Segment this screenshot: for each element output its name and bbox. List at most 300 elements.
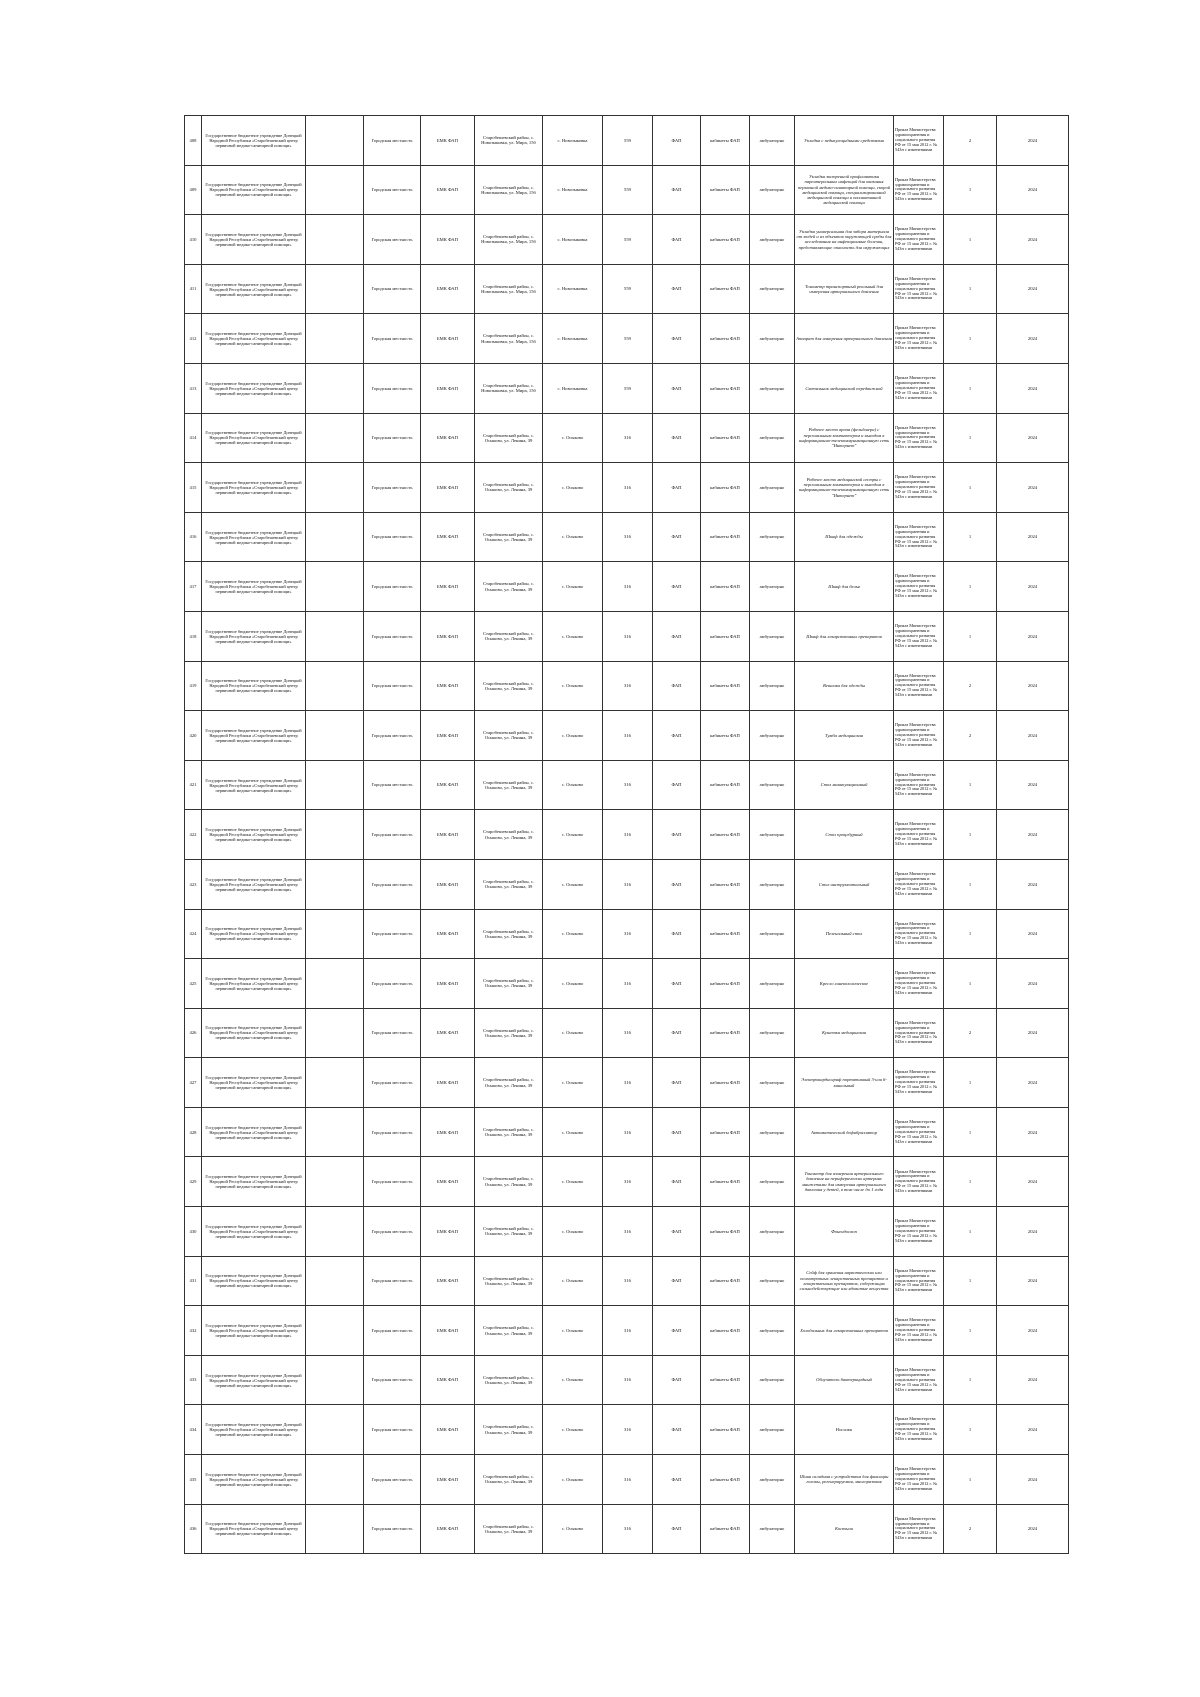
locality-type-cell: Городская местность	[364, 1008, 421, 1058]
population-cell: 316	[603, 909, 653, 959]
facility-type-cell: ФАП	[653, 562, 701, 612]
room-cell: кабинеты ФАП	[701, 512, 750, 562]
service-cell: амбулаторно	[750, 116, 795, 166]
quantity-cell: 2	[944, 711, 997, 761]
row-number: 430	[185, 1207, 202, 1257]
empty-cell	[306, 264, 364, 314]
locality-type-cell: Городская местность	[364, 1455, 421, 1505]
unit-cell: БМК ФАП	[421, 859, 475, 909]
row-number: 411	[185, 264, 202, 314]
village-cell: с. Осыково	[543, 1355, 603, 1405]
organization-cell: Государственное бюджетное учреждение Донецкой Народной Республики «Старобешевский центр первичной медико-санитарной помощи»	[202, 264, 306, 314]
empty-cell	[306, 314, 364, 364]
basis-cell: Приказ Министерства здравоохранения и социального развития РФ от 15 мая 2012 г. № 543н с изменениями	[894, 512, 944, 562]
basis-cell: Приказ Министерства здравоохранения и социального развития РФ от 15 мая 2012 г. № 543н с изменениями	[894, 165, 944, 215]
village-cell: с. Осыково	[543, 1107, 603, 1157]
organization-cell: Государственное бюджетное учреждение Донецкой Народной Республики «Старобешевский центр первичной медико-санитарной помощи»	[202, 1107, 306, 1157]
quantity-cell: 1	[944, 363, 997, 413]
table-row	[185, 810, 1069, 860]
locality-type-cell: Городская местность	[364, 1256, 421, 1306]
row-number: 414	[185, 413, 202, 463]
quantity-cell: 1	[944, 760, 997, 810]
year-cell: 2024	[997, 1207, 1069, 1257]
row-number: 423	[185, 859, 202, 909]
basis-cell: Приказ Министерства здравоохранения и социального развития РФ от 15 мая 2012 г. № 543н с изменениями	[894, 116, 944, 166]
row-number: 408	[185, 116, 202, 166]
empty-cell	[306, 1107, 364, 1157]
empty-cell	[306, 1405, 364, 1455]
year-cell: 2024	[997, 611, 1069, 661]
row-number: 429	[185, 1157, 202, 1207]
year-cell: 2024	[997, 1405, 1069, 1455]
year-cell: 2024	[997, 760, 1069, 810]
basis-cell: Приказ Министерства здравоохранения и социального развития РФ от 15 мая 2012 г. № 543н с изменениями	[894, 760, 944, 810]
room-cell: кабинеты ФАП	[701, 1504, 750, 1554]
village-cell: с. Осыково	[543, 1008, 603, 1058]
organization-cell: Государственное бюджетное учреждение Донецкой Народной Республики «Старобешевский центр первичной медико-санитарной помощи»	[202, 363, 306, 413]
facility-type-cell: ФАП	[653, 264, 701, 314]
year-cell: 2024	[997, 1008, 1069, 1058]
equipment-item-cell: Тонометр транспортный реальный для измерения артериального давления	[795, 264, 894, 314]
organization-cell: Государственное бюджетное учреждение Донецкой Народной Республики «Старобешевский центр первичной медико-санитарной помощи»	[202, 959, 306, 1009]
service-cell: амбулаторно	[750, 711, 795, 761]
village-cell: с. Новозыковка	[543, 215, 603, 265]
table-row	[185, 661, 1069, 711]
population-cell: 559	[603, 264, 653, 314]
empty-cell	[306, 1504, 364, 1554]
quantity-cell: 1	[944, 413, 997, 463]
table-row	[185, 463, 1069, 513]
locality-type-cell: Городская местность	[364, 810, 421, 860]
village-cell: с. Новозыковка	[543, 264, 603, 314]
unit-cell: БМК ФАП	[421, 1306, 475, 1356]
facility-type-cell: ФАП	[653, 859, 701, 909]
population-cell: 316	[603, 1008, 653, 1058]
year-cell: 2024	[997, 1455, 1069, 1505]
organization-cell: Государственное бюджетное учреждение Донецкой Народной Республики «Старобешевский центр первичной медико-санитарной помощи»	[202, 661, 306, 711]
row-number: 416	[185, 512, 202, 562]
basis-cell: Приказ Министерства здравоохранения и социального развития РФ от 15 мая 2012 г. № 543н с изменениями	[894, 661, 944, 711]
unit-cell: БМК ФАП	[421, 1207, 475, 1257]
year-cell: 2024	[997, 413, 1069, 463]
service-cell: амбулаторно	[750, 1306, 795, 1356]
empty-cell	[306, 711, 364, 761]
unit-cell: БМК ФАП	[421, 1107, 475, 1157]
address-cell: Старобешевский район, с. Осыково, ул. Ленина, 39	[475, 1355, 543, 1405]
table-row	[185, 760, 1069, 810]
locality-type-cell: Городская местность	[364, 859, 421, 909]
quantity-cell: 1	[944, 1455, 997, 1505]
locality-type-cell: Городская местность	[364, 413, 421, 463]
address-cell: Старобешевский район, с. Осыково, ул. Ленина, 39	[475, 562, 543, 612]
locality-type-cell: Городская местность	[364, 314, 421, 364]
village-cell: с. Осыково	[543, 959, 603, 1009]
equipment-item-cell: Рабочее место медицинской сестры с персональным компьютером и выходом в информационно-телекоммуникационную сеть "Интернет"	[795, 463, 894, 513]
basis-cell: Приказ Министерства здравоохранения и социального развития РФ от 15 мая 2012 г. № 543н с изменениями	[894, 1058, 944, 1108]
empty-cell	[306, 661, 364, 711]
room-cell: кабинеты ФАП	[701, 760, 750, 810]
address-cell: Старобешевский район, с. Осыково, ул. Ленина, 39	[475, 959, 543, 1009]
facility-type-cell: ФАП	[653, 661, 701, 711]
address-cell: Старобешевский район, с. Осыково, ул. Ленина, 39	[475, 463, 543, 513]
address-cell: Старобешевский район, с. Осыково, ул. Ленина, 39	[475, 1455, 543, 1505]
empty-cell	[306, 810, 364, 860]
empty-cell	[306, 611, 364, 661]
empty-cell	[306, 909, 364, 959]
empty-cell	[306, 562, 364, 612]
basis-cell: Приказ Министерства здравоохранения и социального развития РФ от 15 мая 2012 г. № 543н с изменениями	[894, 215, 944, 265]
locality-type-cell: Городская местность	[364, 1058, 421, 1108]
population-cell: 316	[603, 463, 653, 513]
facility-type-cell: ФАП	[653, 1157, 701, 1207]
population-cell: 559	[603, 116, 653, 166]
equipment-item-cell: Шина складная с устройством для фиксации головы, регенерируемая, многоразовая	[795, 1455, 894, 1505]
population-cell: 316	[603, 810, 653, 860]
facility-type-cell: ФАП	[653, 1107, 701, 1157]
village-cell: с. Осыково	[543, 1455, 603, 1505]
equipment-table	[184, 115, 1069, 1554]
basis-cell: Приказ Министерства здравоохранения и социального развития РФ от 15 мая 2012 г. № 543н с изменениями	[894, 1455, 944, 1505]
basis-cell: Приказ Министерства здравоохранения и социального развития РФ от 15 мая 2012 г. № 543н с изменениями	[894, 859, 944, 909]
empty-cell	[306, 165, 364, 215]
address-cell: Старобешевский район, с. Новозыковка, ул. Мира, 15б	[475, 363, 543, 413]
population-cell: 316	[603, 512, 653, 562]
equipment-item-cell: Аппарат для измерения артериального давления	[795, 314, 894, 364]
empty-cell	[306, 215, 364, 265]
empty-cell	[306, 363, 364, 413]
row-number: 421	[185, 760, 202, 810]
row-number: 436	[185, 1504, 202, 1554]
empty-cell	[306, 1008, 364, 1058]
basis-cell: Приказ Министерства здравоохранения и социального развития РФ от 15 мая 2012 г. № 543н с изменениями	[894, 363, 944, 413]
table-row	[185, 1008, 1069, 1058]
service-cell: амбулаторно	[750, 810, 795, 860]
table-row	[185, 562, 1069, 612]
facility-type-cell: ФАП	[653, 711, 701, 761]
quantity-cell: 1	[944, 1058, 997, 1108]
population-cell: 316	[603, 711, 653, 761]
village-cell: с. Осыково	[543, 1504, 603, 1554]
room-cell: кабинеты ФАП	[701, 1008, 750, 1058]
village-cell: с. Новозыковка	[543, 314, 603, 364]
population-cell: 559	[603, 363, 653, 413]
empty-cell	[306, 116, 364, 166]
village-cell: с. Осыково	[543, 562, 603, 612]
quantity-cell: 1	[944, 1306, 997, 1356]
equipment-item-cell: Светильник медицинский передвижной	[795, 363, 894, 413]
quantity-cell: 1	[944, 215, 997, 265]
population-cell: 316	[603, 611, 653, 661]
facility-type-cell: ФАП	[653, 959, 701, 1009]
service-cell: амбулаторно	[750, 562, 795, 612]
year-cell: 2024	[997, 363, 1069, 413]
facility-type-cell: ФАП	[653, 1256, 701, 1306]
room-cell: кабинеты ФАП	[701, 959, 750, 1009]
organization-cell: Государственное бюджетное учреждение Донецкой Народной Республики «Старобешевский центр первичной медико-санитарной помощи»	[202, 1256, 306, 1306]
organization-cell: Государственное бюджетное учреждение Донецкой Народной Республики «Старобешевский центр первичной медико-санитарной помощи»	[202, 512, 306, 562]
service-cell: амбулаторно	[750, 1058, 795, 1108]
population-cell: 316	[603, 959, 653, 1009]
service-cell: амбулаторно	[750, 165, 795, 215]
address-cell: Старобешевский район, с. Осыково, ул. Ленина, 39	[475, 1306, 543, 1356]
room-cell: кабинеты ФАП	[701, 1207, 750, 1257]
service-cell: амбулаторно	[750, 909, 795, 959]
year-cell: 2024	[997, 1256, 1069, 1306]
service-cell: амбулаторно	[750, 314, 795, 364]
year-cell: 2024	[997, 1504, 1069, 1554]
village-cell: с. Осыково	[543, 760, 603, 810]
organization-cell: Государственное бюджетное учреждение Донецкой Народной Республики «Старобешевский центр первичной медико-санитарной помощи»	[202, 1157, 306, 1207]
empty-cell	[306, 413, 364, 463]
unit-cell: БМК ФАП	[421, 562, 475, 612]
address-cell: Старобешевский район, с. Осыково, ул. Ленина, 39	[475, 413, 543, 463]
service-cell: амбулаторно	[750, 1355, 795, 1405]
equipment-item-cell: Холодильник для лекарственных препаратов	[795, 1306, 894, 1356]
population-cell: 316	[603, 1504, 653, 1554]
population-cell: 316	[603, 1306, 653, 1356]
address-cell: Старобешевский район, с. Осыково, ул. Ленина, 39	[475, 711, 543, 761]
locality-type-cell: Городская местность	[364, 1306, 421, 1356]
organization-cell: Государственное бюджетное учреждение Донецкой Народной Республики «Старобешевский центр первичной медико-санитарной помощи»	[202, 909, 306, 959]
quantity-cell: 1	[944, 1207, 997, 1257]
organization-cell: Государственное бюджетное учреждение Донецкой Народной Республики «Старобешевский центр первичной медико-санитарной помощи»	[202, 413, 306, 463]
equipment-item-cell: Пеленальный стол	[795, 909, 894, 959]
table-row	[185, 1207, 1069, 1257]
row-number: 418	[185, 611, 202, 661]
population-cell: 316	[603, 1207, 653, 1257]
table-row	[185, 314, 1069, 364]
equipment-item-cell: Укладка универсальная для забора материала от людей и из объектов окружающей среды для исследования на инфекционные болезни, представляющие опасность для окружающих	[795, 215, 894, 265]
equipment-item-cell: Стол инструментальный	[795, 859, 894, 909]
locality-type-cell: Городская местность	[364, 909, 421, 959]
service-cell: амбулаторно	[750, 661, 795, 711]
locality-type-cell: Городская местность	[364, 959, 421, 1009]
equipment-item-cell: Шкаф для лекарственных препаратов	[795, 611, 894, 661]
table-row	[185, 264, 1069, 314]
organization-cell: Государственное бюджетное учреждение Донецкой Народной Республики «Старобешевский центр первичной медико-санитарной помощи»	[202, 1455, 306, 1505]
table-row	[185, 1058, 1069, 1108]
room-cell: кабинеты ФАП	[701, 363, 750, 413]
unit-cell: БМК ФАП	[421, 413, 475, 463]
year-cell: 2024	[997, 810, 1069, 860]
unit-cell: БМК ФАП	[421, 1256, 475, 1306]
table-row	[185, 1455, 1069, 1505]
unit-cell: БМК ФАП	[421, 463, 475, 513]
year-cell: 2024	[997, 1157, 1069, 1207]
address-cell: Старобешевский район, с. Осыково, ул. Ленина, 39	[475, 810, 543, 860]
unit-cell: БМК ФАП	[421, 116, 475, 166]
year-cell: 2024	[997, 463, 1069, 513]
facility-type-cell: ФАП	[653, 512, 701, 562]
equipment-item-cell: Облучатель бактерицидный	[795, 1355, 894, 1405]
empty-cell	[306, 512, 364, 562]
address-cell: Старобешевский район, с. Осыково, ул. Ленина, 39	[475, 1107, 543, 1157]
room-cell: кабинеты ФАП	[701, 314, 750, 364]
table-row	[185, 1256, 1069, 1306]
unit-cell: БМК ФАП	[421, 1405, 475, 1455]
population-cell: 316	[603, 859, 653, 909]
service-cell: амбулаторно	[750, 264, 795, 314]
address-cell: Старобешевский район, с. Осыково, ул. Ленина, 39	[475, 1207, 543, 1257]
quantity-cell: 1	[944, 463, 997, 513]
facility-type-cell: ФАП	[653, 1455, 701, 1505]
address-cell: Старобешевский район, с. Осыково, ул. Ленина, 39	[475, 859, 543, 909]
empty-cell	[306, 1058, 364, 1108]
organization-cell: Государственное бюджетное учреждение Донецкой Народной Республики «Старобешевский центр первичной медико-санитарной помощи»	[202, 611, 306, 661]
row-number: 413	[185, 363, 202, 413]
unit-cell: БМК ФАП	[421, 711, 475, 761]
basis-cell: Приказ Министерства здравоохранения и социального развития РФ от 15 мая 2012 г. № 543н с изменениями	[894, 1157, 944, 1207]
locality-type-cell: Городская местность	[364, 463, 421, 513]
table-row	[185, 512, 1069, 562]
table-row	[185, 1157, 1069, 1207]
village-cell: с. Осыково	[543, 463, 603, 513]
service-cell: амбулаторно	[750, 1157, 795, 1207]
service-cell: амбулаторно	[750, 1207, 795, 1257]
basis-cell: Приказ Министерства здравоохранения и социального развития РФ от 15 мая 2012 г. № 543н с изменениями	[894, 909, 944, 959]
year-cell: 2024	[997, 1058, 1069, 1108]
population-cell: 316	[603, 760, 653, 810]
equipment-item-cell: Шкаф для белья	[795, 562, 894, 612]
room-cell: кабинеты ФАП	[701, 413, 750, 463]
quantity-cell: 1	[944, 810, 997, 860]
empty-cell	[306, 1207, 364, 1257]
population-cell: 316	[603, 1256, 653, 1306]
table-row	[185, 711, 1069, 761]
basis-cell: Приказ Министерства здравоохранения и социального развития РФ от 15 мая 2012 г. № 543н с изменениями	[894, 1306, 944, 1356]
locality-type-cell: Городская местность	[364, 116, 421, 166]
year-cell: 2024	[997, 711, 1069, 761]
locality-type-cell: Городская местность	[364, 1504, 421, 1554]
empty-cell	[306, 1455, 364, 1505]
locality-type-cell: Городская местность	[364, 1107, 421, 1157]
empty-cell	[306, 1355, 364, 1405]
room-cell: кабинеты ФАП	[701, 711, 750, 761]
row-number: 435	[185, 1455, 202, 1505]
table-body	[185, 116, 1069, 1554]
village-cell: с. Осыково	[543, 611, 603, 661]
row-number: 425	[185, 959, 202, 1009]
village-cell: с. Осыково	[543, 1405, 603, 1455]
organization-cell: Государственное бюджетное учреждение Донецкой Народной Республики «Старобешевский центр первичной медико-санитарной помощи»	[202, 1306, 306, 1356]
row-number: 419	[185, 661, 202, 711]
quantity-cell: 2	[944, 1008, 997, 1058]
room-cell: кабинеты ФАП	[701, 1355, 750, 1405]
service-cell: амбулаторно	[750, 959, 795, 1009]
basis-cell: Приказ Министерства здравоохранения и социального развития РФ от 15 мая 2012 г. № 543н с изменениями	[894, 1008, 944, 1058]
facility-type-cell: ФАП	[653, 363, 701, 413]
organization-cell: Государственное бюджетное учреждение Донецкой Народной Республики «Старобешевский центр первичной медико-санитарной помощи»	[202, 314, 306, 364]
village-cell: с. Осыково	[543, 1306, 603, 1356]
locality-type-cell: Городская местность	[364, 661, 421, 711]
room-cell: кабинеты ФАП	[701, 810, 750, 860]
population-cell: 316	[603, 1058, 653, 1108]
unit-cell: БМК ФАП	[421, 1058, 475, 1108]
organization-cell: Государственное бюджетное учреждение Донецкой Народной Республики «Старобешевский центр первичной медико-санитарной помощи»	[202, 859, 306, 909]
year-cell: 2024	[997, 1107, 1069, 1157]
unit-cell: БМК ФАП	[421, 1157, 475, 1207]
organization-cell: Государственное бюджетное учреждение Донецкой Народной Республики «Старобешевский центр первичной медико-санитарной помощи»	[202, 1058, 306, 1108]
room-cell: кабинеты ФАП	[701, 661, 750, 711]
locality-type-cell: Городская местность	[364, 1207, 421, 1257]
quantity-cell: 1	[944, 264, 997, 314]
table-row	[185, 1504, 1069, 1554]
unit-cell: БМК ФАП	[421, 909, 475, 959]
village-cell: с. Осыково	[543, 1157, 603, 1207]
equipment-item-cell: Вешалка для одежды	[795, 661, 894, 711]
village-cell: с. Осыково	[543, 413, 603, 463]
address-cell: Старобешевский район, с. Осыково, ул. Ленина, 39	[475, 760, 543, 810]
organization-cell: Государственное бюджетное учреждение Донецкой Народной Республики «Старобешевский центр первичной медико-санитарной помощи»	[202, 1355, 306, 1405]
service-cell: амбулаторно	[750, 611, 795, 661]
quantity-cell: 1	[944, 562, 997, 612]
row-number: 432	[185, 1306, 202, 1356]
row-number: 410	[185, 215, 202, 265]
year-cell: 2024	[997, 512, 1069, 562]
basis-cell: Приказ Министерства здравоохранения и социального развития РФ от 15 мая 2012 г. № 543н с изменениями	[894, 1504, 944, 1554]
organization-cell: Государственное бюджетное учреждение Донецкой Народной Республики «Старобешевский центр первичной медико-санитарной помощи»	[202, 116, 306, 166]
facility-type-cell: ФАП	[653, 760, 701, 810]
room-cell: кабинеты ФАП	[701, 463, 750, 513]
empty-cell	[306, 1256, 364, 1306]
table-row	[185, 1355, 1069, 1405]
equipment-item-cell: Электрокардиограф портативный 3-или 6-канальный	[795, 1058, 894, 1108]
locality-type-cell: Городская местность	[364, 562, 421, 612]
locality-type-cell: Городская местность	[364, 1157, 421, 1207]
village-cell: с. Осыково	[543, 909, 603, 959]
quantity-cell: 1	[944, 165, 997, 215]
room-cell: кабинеты ФАП	[701, 1405, 750, 1455]
row-number: 431	[185, 1256, 202, 1306]
village-cell: с. Осыково	[543, 810, 603, 860]
row-number: 409	[185, 165, 202, 215]
service-cell: амбулаторно	[750, 215, 795, 265]
locality-type-cell: Городская местность	[364, 512, 421, 562]
empty-cell	[306, 1306, 364, 1356]
organization-cell: Государственное бюджетное учреждение Донецкой Народной Республики «Старобешевский центр первичной медико-санитарной помощи»	[202, 165, 306, 215]
address-cell: Старобешевский район, с. Осыково, ул. Ленина, 39	[475, 1504, 543, 1554]
facility-type-cell: ФАП	[653, 165, 701, 215]
facility-type-cell: ФАП	[653, 215, 701, 265]
quantity-cell: 1	[944, 1405, 997, 1455]
address-cell: Старобешевский район, с. Осыково, ул. Ленина, 39	[475, 1008, 543, 1058]
equipment-item-cell: Кушетка медицинская	[795, 1008, 894, 1058]
room-cell: кабинеты ФАП	[701, 1306, 750, 1356]
equipment-item-cell: Тумба медицинская	[795, 711, 894, 761]
quantity-cell: 2	[944, 116, 997, 166]
unit-cell: БМК ФАП	[421, 760, 475, 810]
row-number: 420	[185, 711, 202, 761]
service-cell: амбулаторно	[750, 1256, 795, 1306]
population-cell: 316	[603, 413, 653, 463]
service-cell: амбулаторно	[750, 1008, 795, 1058]
address-cell: Старобешевский район, с. Осыково, ул. Ленина, 39	[475, 1058, 543, 1108]
locality-type-cell: Городская местность	[364, 760, 421, 810]
locality-type-cell: Городская местность	[364, 711, 421, 761]
organization-cell: Государственное бюджетное учреждение Донецкой Народной Республики «Старобешевский центр первичной медико-санитарной помощи»	[202, 215, 306, 265]
table-row	[185, 959, 1069, 1009]
address-cell: Старобешевский район, с. Осыково, ул. Ленина, 39	[475, 611, 543, 661]
facility-type-cell: ФАП	[653, 1207, 701, 1257]
equipment-item-cell: Шкаф для одежды	[795, 512, 894, 562]
quantity-cell: 1	[944, 1157, 997, 1207]
room-cell: кабинеты ФАП	[701, 1455, 750, 1505]
year-cell: 2024	[997, 959, 1069, 1009]
year-cell: 2024	[997, 116, 1069, 166]
address-cell: Старобешевский район, с. Осыково, ул. Ленина, 39	[475, 1256, 543, 1306]
basis-cell: Приказ Министерства здравоохранения и социального развития РФ от 15 мая 2012 г. № 543н с изменениями	[894, 1355, 944, 1405]
locality-type-cell: Городская местность	[364, 215, 421, 265]
